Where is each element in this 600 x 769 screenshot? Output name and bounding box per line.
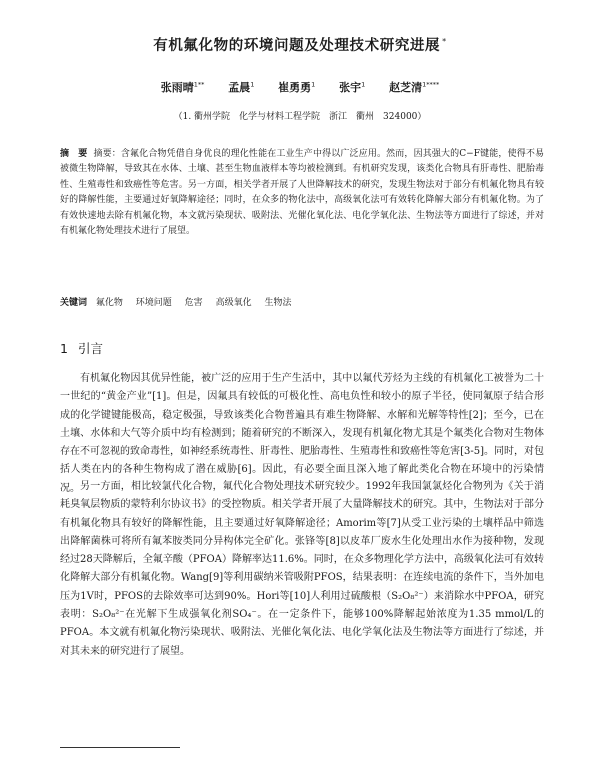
abstract-label: 摘 要	[60, 149, 88, 159]
keywords-label: 关键词	[60, 298, 88, 308]
section-title: 引言	[77, 341, 103, 356]
section-heading	[60, 339, 103, 357]
paper-title	[0, 34, 600, 55]
keyword: 环境问题	[135, 298, 172, 308]
body-paragraph: 另一方面，相比较氯代化合物，氟代化合物处理技术研究较少。1992年我国氯氯烃化合物列为《关于消耗臭氧层物质的蒙特利尔协议书》的受控物质。相关学者开展了大量降解技术的研究。其中，生物法对于部分有机氟化物具有较好的降解性能，且主要通过好氧降解途径；Amorim等[7]从受工业污染的土壤样品中筛选出降解菌株可将所有氟苯胺类同分异构体完全矿化。张锋等[8]以皮革厂废水生化处理出水作为接种物，发现经过28天降解后，全氟辛酸（PFOA）降解率达11.6%。同时，在众多物理化学方法中，高级氧化法可有效转化降解大部分有机氟化物。Wang[9]等利用碳纳米管吸附PFOS，结果表明：在连续电流的条件下，当外加电压为1V时，PFOS的去除效率可达到90%。Hori等[10]人利用过硫酸根（S₂O₈²⁻）来消除水中PFOA，研究表明：S₂O₈²⁻在光解下生成强氧化剂SO₄⁻。在一定条件下，能够100%降解起始浓度为1.35 mmol/L的PFOA。本文就有机氟化物污染现状、吸附法、光催化氧化法、电化学氧化法及生物法等方面进行了综述，并对其未来的研究进行了展望。	[60, 481, 544, 657]
title-footnote-mark: *	[442, 37, 447, 47]
section-number: 1	[60, 341, 68, 356]
keyword: 危害	[184, 298, 203, 308]
author: 张雨晴$^{1**}$	[160, 80, 205, 94]
author: 张宇$^1$	[339, 80, 366, 94]
keywords	[60, 295, 544, 308]
author: 赵芝清$^{1****}$	[389, 80, 440, 94]
keyword: 氟化物	[95, 298, 123, 308]
abstract-text: 摘要：含氟化合物凭借自身优良的理化性能在工业生产中得以广泛应用。然而，因其强大的C−F键能，使得不易被微生物降解，导致其在水体、土壤、甚至生物血液样本等均被检测到。有机研究发现，该类化合物具有肝毒性、肥胎毒性、生殖毒性和致癌性等危害。另一方面，相关学者开展了人世降解技术的研究，发现生物法对于部分有机氟化物具有较好的降解性能，主要通过好氧降解途径；同时，在众多的物化法中，高级氧化法可有效转化降解大部分有机氟化物。为了有效快速地去除有机氟化物，本文就污染现状、吸附法、光催化氧化法、电化学氧化法、生物法等方面进行了综述，并对有机氟化物处理技术进行了展望。	[60, 149, 544, 237]
title-text: 有机氟化物的环境问题及处理技术研究进展	[153, 38, 441, 54]
keyword: 生物法	[264, 298, 292, 308]
abstract	[60, 147, 544, 239]
footnote-divider	[60, 747, 180, 748]
author-list	[0, 79, 600, 95]
author: 孟晨$^1$	[228, 80, 255, 94]
body-paragraph: 有机氟化物因其优异性能，被广泛的应用于生产生活中，其中以氟代芳烃为主线的有机氟化工被誉为二十一世纪的“黄金产业”[1]。但是，因氟具有较低的可极化性、高电负性和较小的原子半径，使同氟原子结合形成的化学键键能极高，稳定极强，导致该类化合物普遍具有难生物降解、水解和光解等特性[2]；至今，已在土壤、水体和大气等介质中均有检测到；随着研究的不断深入，发现有机氟化物尤其是个氟类化合物对生物体存在不可忽视的致命毒性，如神经系统毒性、肝毒性、肥胎毒性、生殖毒性和致癌性等危害[3-5]。同时，对包括人类在内的各种生物构成了潜在威胁[6]。因此，有必要全面且深入地了解此类化合物在环境中的污染情况。	[60, 373, 544, 494]
keyword: 高级氧化	[215, 298, 252, 308]
author: 崔勇勇$^1$	[278, 80, 316, 94]
affiliation: （1. 衢州学院 化学与材料工程学院 浙江 衢州 324000）	[173, 112, 427, 122]
